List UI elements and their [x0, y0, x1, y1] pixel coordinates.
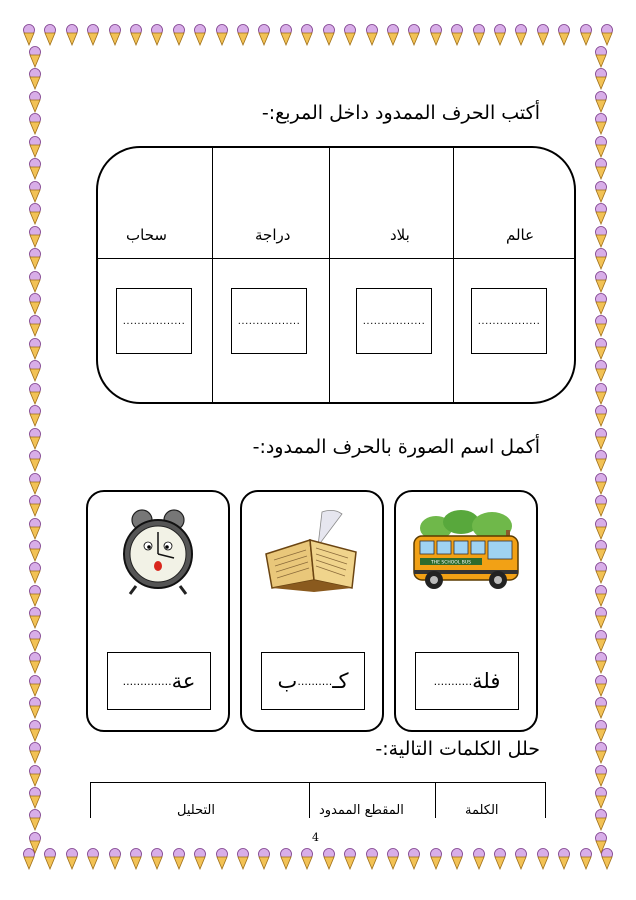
ice-cream-cone-icon: [28, 248, 42, 270]
ice-cream-cone-icon: [594, 136, 608, 158]
ice-cream-cone-icon: [257, 24, 271, 46]
ice-cream-cone-icon: [594, 675, 608, 697]
ice-cream-cone-icon: [386, 24, 400, 46]
column-header-syllable: المقطع الممدود: [319, 803, 404, 818]
ice-cream-cone-icon: [65, 24, 79, 46]
ice-cream-cone-icon: [594, 495, 608, 517]
ice-cream-cone-icon: [28, 585, 42, 607]
ice-cream-cone-icon: [407, 848, 421, 870]
page-border-right: [588, 46, 614, 854]
fill-in-box[interactable]: كـ .......... ب: [261, 652, 365, 710]
ice-cream-cone-icon: [600, 24, 614, 46]
ice-cream-cone-icon: [28, 607, 42, 629]
picture-card-clock: [86, 490, 230, 732]
ice-cream-cone-icon: [28, 675, 42, 697]
ice-cream-cone-icon: [43, 24, 57, 46]
ice-cream-cone-icon: [594, 315, 608, 337]
open-book-picture: [252, 506, 372, 596]
ice-cream-cone-icon: [172, 24, 186, 46]
ice-cream-cone-icon: [472, 24, 486, 46]
ice-cream-cone-icon: [557, 848, 571, 870]
ice-cream-cone-icon: [594, 607, 608, 629]
ice-cream-cone-icon: [28, 226, 42, 248]
ice-cream-cone-icon: [493, 24, 507, 46]
ice-cream-cone-icon: [594, 91, 608, 113]
ice-cream-cone-icon: [86, 848, 100, 870]
ice-cream-cone-icon: [594, 697, 608, 719]
answer-box[interactable]: .................: [116, 288, 192, 354]
page-number: 4: [312, 831, 319, 844]
ice-cream-cone-icon: [365, 848, 379, 870]
ice-cream-cone-icon: [594, 113, 608, 135]
ice-cream-cone-icon: [28, 787, 42, 809]
ice-cream-cone-icon: [236, 24, 250, 46]
ice-cream-cone-icon: [28, 720, 42, 742]
page-border-bottom: [22, 848, 614, 874]
fill-in-box[interactable]: فلة ...........: [415, 652, 519, 710]
ice-cream-cone-icon: [429, 848, 443, 870]
ice-cream-cone-icon: [28, 293, 42, 315]
ice-cream-cone-icon: [28, 405, 42, 427]
word-cell: بلاد: [390, 226, 410, 244]
ice-cream-cone-icon: [279, 24, 293, 46]
ice-cream-cone-icon: [28, 518, 42, 540]
ice-cream-cone-icon: [28, 473, 42, 495]
ice-cream-cone-icon: [28, 68, 42, 90]
ice-cream-cone-icon: [322, 848, 336, 870]
ice-cream-cone-icon: [343, 24, 357, 46]
ice-cream-cone-icon: [28, 450, 42, 472]
ice-cream-cone-icon: [28, 428, 42, 450]
ice-cream-cone-icon: [28, 315, 42, 337]
ice-cream-cone-icon: [28, 46, 42, 68]
ice-cream-cone-icon: [594, 630, 608, 652]
ice-cream-cone-icon: [172, 848, 186, 870]
ice-cream-cone-icon: [343, 848, 357, 870]
picture-card-bus: [394, 490, 538, 732]
ice-cream-cone-icon: [193, 24, 207, 46]
ice-cream-cone-icon: [594, 428, 608, 450]
instruction-analyze-words: حلل الكلمات التالية:-: [375, 738, 540, 760]
ice-cream-cone-icon: [28, 495, 42, 517]
page-border-left: [22, 46, 48, 854]
ice-cream-cone-icon: [594, 809, 608, 831]
ice-cream-cone-icon: [594, 787, 608, 809]
ice-cream-cone-icon: [594, 338, 608, 360]
ice-cream-cone-icon: [28, 203, 42, 225]
ice-cream-cone-icon: [257, 848, 271, 870]
ice-cream-cone-icon: [150, 24, 164, 46]
fill-in-box[interactable]: عة ..............: [107, 652, 211, 710]
column-header-word: الكلمة: [465, 803, 499, 818]
ice-cream-cone-icon: [28, 136, 42, 158]
ice-cream-cone-icon: [594, 562, 608, 584]
answer-box[interactable]: .................: [231, 288, 307, 354]
ice-cream-cone-icon: [536, 24, 550, 46]
ice-cream-cone-icon: [514, 24, 528, 46]
ice-cream-cone-icon: [594, 158, 608, 180]
ice-cream-cone-icon: [472, 848, 486, 870]
school-bus-picture: [406, 506, 526, 596]
ice-cream-cone-icon: [594, 383, 608, 405]
word-cell: دراجة: [255, 226, 291, 244]
ice-cream-cone-icon: [594, 540, 608, 562]
ice-cream-cone-icon: [28, 360, 42, 382]
ice-cream-cone-icon: [594, 450, 608, 472]
ice-cream-cone-icon: [594, 46, 608, 68]
word-cell: عالم: [506, 226, 535, 244]
ice-cream-cone-icon: [594, 405, 608, 427]
ice-cream-cone-icon: [28, 540, 42, 562]
ice-cream-cone-icon: [28, 630, 42, 652]
ice-cream-cone-icon: [108, 24, 122, 46]
ice-cream-cone-icon: [129, 24, 143, 46]
alarm-clock-picture: [98, 506, 218, 596]
ice-cream-cone-icon: [557, 24, 571, 46]
ice-cream-cone-icon: [594, 226, 608, 248]
ice-cream-cone-icon: [150, 848, 164, 870]
ice-cream-cone-icon: [594, 742, 608, 764]
ice-cream-cone-icon: [594, 832, 608, 854]
ice-cream-cone-icon: [514, 848, 528, 870]
ice-cream-cone-icon: [215, 24, 229, 46]
ice-cream-cone-icon: [28, 809, 42, 831]
instruction-complete-name: أكمل اسم الصورة بالحرف الممدود:-: [252, 436, 540, 458]
ice-cream-cone-icon: [28, 562, 42, 584]
ice-cream-cone-icon: [594, 652, 608, 674]
ice-cream-cone-icon: [386, 848, 400, 870]
ice-cream-cone-icon: [28, 832, 42, 854]
ice-cream-cone-icon: [594, 248, 608, 270]
ice-cream-cone-icon: [322, 24, 336, 46]
ice-cream-cone-icon: [493, 848, 507, 870]
ice-cream-cone-icon: [65, 848, 79, 870]
ice-cream-cone-icon: [594, 68, 608, 90]
instruction-write-letter: أكتب الحرف الممدود داخل المربع:-: [261, 102, 540, 124]
ice-cream-cone-icon: [594, 293, 608, 315]
ice-cream-cone-icon: [300, 24, 314, 46]
ice-cream-cone-icon: [594, 473, 608, 495]
ice-cream-cone-icon: [28, 181, 42, 203]
ice-cream-cone-icon: [365, 24, 379, 46]
ice-cream-cone-icon: [28, 113, 42, 135]
ice-cream-cone-icon: [594, 720, 608, 742]
letter-table: [96, 146, 576, 404]
page-border-top: [22, 24, 614, 50]
ice-cream-cone-icon: [86, 24, 100, 46]
ice-cream-cone-icon: [594, 271, 608, 293]
ice-cream-cone-icon: [300, 848, 314, 870]
ice-cream-cone-icon: [28, 271, 42, 293]
ice-cream-cone-icon: [236, 848, 250, 870]
analysis-table: [90, 782, 546, 818]
ice-cream-cone-icon: [536, 848, 550, 870]
ice-cream-cone-icon: [594, 181, 608, 203]
ice-cream-cone-icon: [129, 848, 143, 870]
ice-cream-cone-icon: [28, 742, 42, 764]
answer-box[interactable]: .................: [356, 288, 432, 354]
ice-cream-cone-icon: [28, 338, 42, 360]
ice-cream-cone-icon: [28, 91, 42, 113]
ice-cream-cone-icon: [279, 848, 293, 870]
ice-cream-cone-icon: [215, 848, 229, 870]
ice-cream-cone-icon: [594, 518, 608, 540]
word-cell: سحاب: [126, 226, 167, 244]
ice-cream-cone-icon: [450, 24, 464, 46]
ice-cream-cone-icon: [28, 765, 42, 787]
ice-cream-cone-icon: [594, 360, 608, 382]
ice-cream-cone-icon: [594, 585, 608, 607]
ice-cream-cone-icon: [22, 24, 36, 46]
ice-cream-cone-icon: [594, 203, 608, 225]
ice-cream-cone-icon: [28, 652, 42, 674]
ice-cream-cone-icon: [594, 765, 608, 787]
bus-sign-text: THE SCHOOL BUS: [430, 560, 472, 566]
ice-cream-cone-icon: [429, 24, 443, 46]
ice-cream-cone-icon: [579, 24, 593, 46]
ice-cream-cone-icon: [28, 697, 42, 719]
ice-cream-cone-icon: [407, 24, 421, 46]
answer-box[interactable]: .................: [471, 288, 547, 354]
column-header-analysis: التحليل: [177, 803, 215, 818]
ice-cream-cone-icon: [193, 848, 207, 870]
ice-cream-cone-icon: [108, 848, 122, 870]
ice-cream-cone-icon: [28, 383, 42, 405]
picture-card-book: [240, 490, 384, 732]
ice-cream-cone-icon: [28, 158, 42, 180]
ice-cream-cone-icon: [450, 848, 464, 870]
